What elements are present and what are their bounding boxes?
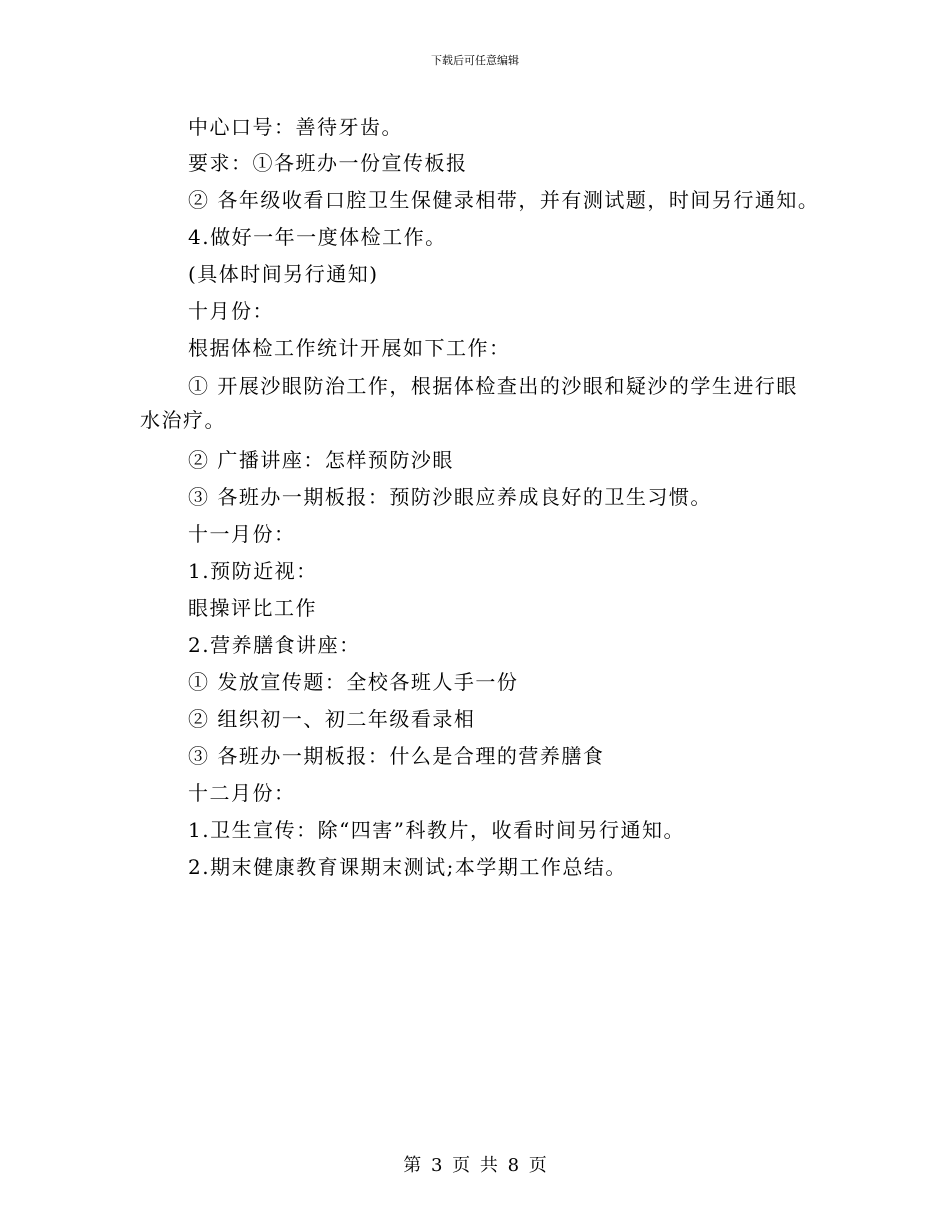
text-line: ③ 各班办一期板报：什么是合理的营养膳食 <box>188 744 605 768</box>
text-line: 眼操评比工作 <box>188 596 317 620</box>
text-line: 2.营养膳食讲座： <box>188 633 361 657</box>
text-line: ② 广播讲座：怎样预防沙眼 <box>188 448 454 472</box>
text-line: 1.卫生宣传：除“四害”科教片，收看时间另行通知。 <box>188 818 686 842</box>
text-line: 4.做好一年一度体检工作。 <box>188 225 447 249</box>
text-line: ② 各年级收看口腔卫生保健录相带，并有测试题，时间另行通知。 <box>188 188 820 212</box>
page-header: 下载后可任意编辑 <box>431 54 519 67</box>
text-line: 十一月份： <box>188 522 296 546</box>
text-line: 根据体检工作统计开展如下工作： <box>188 336 511 360</box>
page-footer: 第 3 页 共 8 页 <box>403 1155 547 1176</box>
text-line: ③ 各班办一期板报：预防沙眼应养成良好的卫生习惯。 <box>188 485 712 509</box>
text-line: 十二月份： <box>188 781 296 805</box>
text-line: ② 组织初一、初二年级看录相 <box>188 707 476 731</box>
text-line: 要求：①各班办一份宣传板报 <box>188 151 468 175</box>
text-line: ① 发放宣传题：全校各班人手一份 <box>188 670 519 694</box>
text-line: 十月份： <box>188 299 274 323</box>
text-line: 水治疗。 <box>140 408 226 432</box>
text-line: ① 开展沙眼防治工作，根据体检查出的沙眼和疑沙的学生进行眼 <box>188 374 798 398</box>
text-line: 1.预防近视： <box>188 559 318 583</box>
text-line: (具体时间另行通知) <box>188 262 379 286</box>
text-line: 中心口号：善待牙齿。 <box>188 115 403 139</box>
text-line: 2.期末健康教育课期末测试;本学期工作总结。 <box>188 855 627 879</box>
